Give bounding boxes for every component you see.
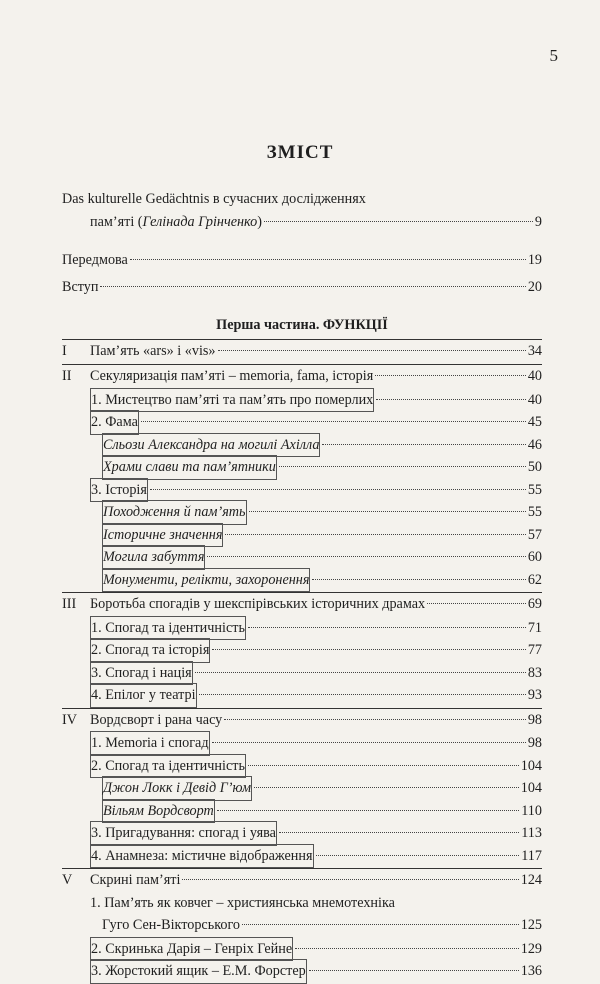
entry-page: 50 (527, 459, 542, 475)
entry-label: 3. Жорстокий ящик – Е.М. Форстер (90, 959, 307, 984)
section-numeral: IV (62, 711, 77, 728)
dot-leader (316, 855, 520, 856)
entry-label: 3. Спогад і нація (90, 661, 193, 686)
toc-subentry (62, 844, 542, 867)
dot-leader (249, 511, 526, 512)
entry-page: 60 (527, 549, 542, 565)
entry-label: Вільям Вордсворт (102, 799, 215, 824)
section-entry (62, 365, 542, 388)
dot-leader (218, 350, 526, 351)
entry-page: 55 (527, 481, 542, 498)
toc-subentry (62, 937, 542, 960)
label-prefix: пам’яті ( (90, 213, 143, 230)
toc-subentry (62, 731, 542, 754)
toc-subsection-entry (62, 545, 542, 568)
toc-entry-line2 (62, 211, 542, 234)
entry-page: 19 (527, 252, 542, 268)
entry-label: Скрині пам’яті (90, 872, 181, 888)
entry-page: 136 (520, 963, 542, 979)
entry-label: 2. Спогад та історія (90, 638, 210, 663)
entry-label (90, 211, 262, 234)
toc-subentry-line1 (62, 892, 542, 915)
dot-leader (225, 534, 525, 535)
section-numeral: III (62, 596, 77, 612)
toc-subentry (62, 661, 542, 684)
part-title: Перша частина. ФУНКЦІЇ (216, 317, 388, 333)
toc-subentry (62, 821, 542, 844)
dot-leader (254, 787, 519, 788)
section-entry (62, 593, 542, 616)
toc-subentry (62, 478, 542, 501)
toc-subentry (62, 754, 542, 777)
section-entry (62, 709, 542, 732)
entry-label: Монументи, релікти, захоронення (102, 568, 310, 593)
entry-page: 40 (527, 391, 542, 408)
dot-leader (322, 444, 525, 445)
entry-label: Das kulturelle Gedächtnis в сучасних дослідженнях (62, 191, 366, 207)
entry-label: Пам’ять «ars» і «vis» (90, 342, 216, 359)
entry-page: 57 (527, 526, 542, 543)
toc-subsection-entry (62, 568, 542, 591)
section-numeral: I (62, 342, 67, 359)
entry-label: 2. Фама (90, 410, 139, 435)
section-entry (62, 340, 542, 363)
entry-page: 113 (521, 825, 542, 841)
toc-subsection-entry (62, 799, 542, 822)
dot-leader (312, 579, 525, 580)
entry-page: 20 (527, 278, 542, 295)
entry-label: Передмова (62, 252, 128, 268)
entry-label: 1. Спогад та ідентичність (90, 616, 246, 641)
toc-subentry (62, 616, 542, 639)
dot-leader (248, 627, 526, 628)
toc-subentry-line2 (62, 914, 542, 937)
toc-title: ЗМІСТ (266, 142, 334, 163)
entry-page: 98 (527, 711, 542, 728)
entry-label: 3. Історія (90, 478, 148, 503)
page-number: 5 (549, 46, 558, 65)
section-entry (62, 869, 542, 892)
toc-subentry (62, 410, 542, 433)
entry-label: 2. Спогад та ідентичність (90, 754, 246, 779)
dot-leader (217, 810, 519, 811)
dot-leader (199, 694, 526, 695)
entry-label: Походження й пам’ять (102, 500, 247, 525)
dot-leader (295, 948, 519, 949)
entry-page: 93 (527, 687, 542, 703)
dot-leader (224, 719, 526, 720)
entry-label: Боротьба спогадів у шекспірівських історичних драмах (90, 596, 426, 612)
toc-entry-preface (62, 249, 542, 272)
toc-subsection-entry (62, 500, 542, 523)
dot-leader (375, 375, 526, 376)
entry-label: Вступ (62, 278, 99, 295)
toc-subsection-entry (62, 433, 542, 456)
dot-leader (427, 603, 526, 604)
entry-page: 104 (520, 757, 542, 774)
dot-leader (100, 286, 525, 287)
dot-leader (212, 649, 525, 650)
entry-page: 110 (521, 802, 542, 819)
dot-leader (309, 970, 519, 971)
dot-leader (376, 399, 526, 400)
dot-leader (242, 924, 519, 925)
toc-entry-line1 (62, 188, 542, 211)
toc-subentry (62, 683, 542, 706)
entry-label: 4. Епілог у театрі (90, 683, 197, 708)
entry-page: 71 (527, 619, 542, 636)
entry-page: 83 (527, 664, 542, 681)
entry-label: Сльози Александра на могилі Ахілла (102, 433, 320, 458)
toc-subentry (62, 638, 542, 661)
toc-entry-intro (62, 276, 542, 299)
toc-subsection-entry (62, 776, 542, 799)
entry-page: 55 (527, 504, 542, 520)
toc-subentry (62, 959, 542, 982)
entry-page: 77 (527, 642, 542, 658)
entry-label: 1. Мистецтво пам’яті та пам’ять про померлих (90, 388, 374, 413)
entry-label: 3. Пригадування: спогад і уява (90, 821, 277, 846)
dot-leader (141, 421, 526, 422)
dot-leader (212, 742, 526, 743)
dot-leader (279, 832, 519, 833)
entry-page: 45 (527, 414, 542, 430)
entry-label: 1. Пам’ять як ковчег – християнська мнемотехніка (90, 894, 395, 911)
entry-label: 4. Анамнеза: містичне відображення (90, 844, 314, 869)
entry-label: 2. Скринька Дарія – Генріх Гейне (90, 937, 293, 962)
entry-page: 125 (520, 917, 542, 933)
entry-label: Історичне значення (102, 523, 223, 548)
table-of-contents (62, 188, 542, 982)
section-numeral: V (62, 872, 73, 888)
entry-page: 34 (527, 342, 542, 359)
entry-label: Могила забуття (102, 545, 205, 570)
entry-label: Джон Локк і Девід Г’юм (102, 776, 252, 801)
entry-page: 129 (520, 940, 542, 957)
dot-leader (182, 879, 518, 880)
section-numeral: II (62, 368, 72, 384)
entry-page: 46 (527, 436, 542, 453)
entry-label: Вордсворт і рана часу (90, 711, 223, 728)
entry-page: 117 (521, 847, 542, 864)
dot-leader (248, 765, 519, 766)
entry-page: 98 (527, 735, 542, 751)
label-suffix: ) (257, 213, 262, 230)
toc-subsection-entry (62, 455, 542, 478)
dot-leader (150, 489, 526, 490)
entry-page: 40 (527, 368, 542, 384)
entry-label: Храми слави та пам’ятники (102, 455, 277, 480)
dot-leader (130, 259, 526, 260)
entry-label: 1. Memoria і спогад (90, 731, 210, 756)
entry-label: Гуго Сен-Вікторського (102, 917, 241, 933)
dot-leader (264, 221, 533, 222)
entry-page: 69 (527, 596, 542, 612)
entry-page: 62 (527, 571, 542, 588)
dot-leader (279, 466, 526, 467)
dot-leader (207, 556, 525, 557)
entry-page: 9 (534, 213, 542, 230)
entry-page: 124 (520, 872, 542, 888)
toc-subentry (62, 388, 542, 411)
author-name: Гелінада Грінченко (142, 213, 258, 230)
toc-subsection-entry (62, 523, 542, 546)
entry-page: 104 (520, 780, 542, 796)
entry-label: Секуляризація пам’яті – memoria, fama, історія (90, 368, 374, 384)
dot-leader (195, 672, 526, 673)
